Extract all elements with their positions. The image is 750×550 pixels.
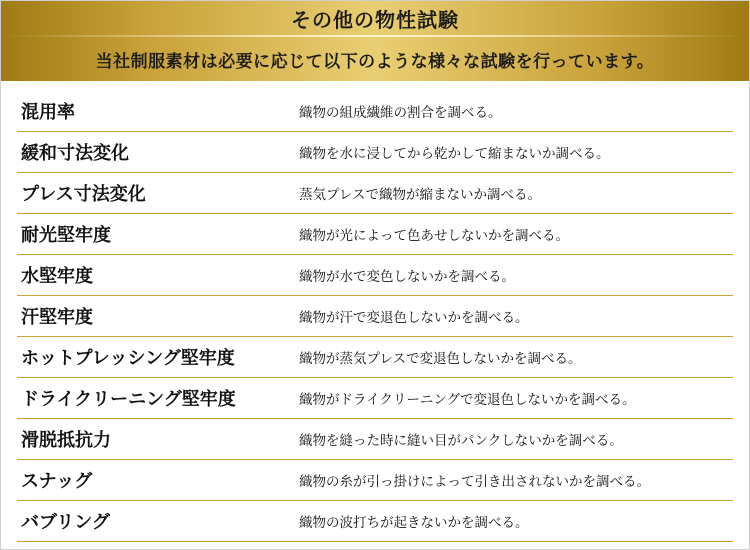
test-name: 水堅牢度 [21, 266, 93, 287]
test-name: スナッグ [21, 471, 93, 492]
page-subtitle: 当社制服素材は必要に応じて以下のような様々な試験を行っています。 [95, 51, 655, 72]
table-row [17, 214, 733, 255]
test-description: 織物の組成繊維の割合を調べる。 [299, 105, 502, 121]
table-row [17, 419, 733, 460]
test-name: 混用率 [21, 102, 75, 123]
test-description: 織物が蒸気プレスで変退色しないかを調べる。 [299, 351, 582, 367]
test-description: 織物を水に浸してから乾かして縮まないか調べる。 [299, 146, 610, 162]
test-name: 汗堅牢度 [21, 307, 93, 328]
test-name: ドライクリーニング堅牢度 [21, 389, 236, 410]
test-description: 蒸気プレスで織物が縮まないか調べる。 [299, 187, 542, 203]
table-row [17, 296, 733, 337]
table-row [17, 255, 733, 296]
table-row [17, 173, 733, 214]
test-table [17, 91, 733, 542]
test-name: 緩和寸法変化 [21, 143, 129, 164]
test-description: 織物が水で変色しないかを調べる。 [299, 269, 515, 285]
table-row [17, 132, 733, 173]
table-row [17, 91, 733, 132]
table-row [17, 337, 733, 378]
test-description: 織物がドライクリーニングで変退色しないかを調べる。 [299, 392, 636, 408]
table-row [17, 460, 733, 501]
test-name: 滑脱抵抗力 [21, 430, 111, 451]
test-name: バブリング [21, 512, 110, 533]
test-description: 織物の糸が引っ掛けによって引き出されないかを調べる。 [299, 474, 650, 490]
test-description: 織物を縫った時に縫い目がパンクしないかを調べる。 [299, 433, 623, 449]
test-name: 耐光堅牢度 [21, 225, 111, 246]
page-title: その他の物性試験 [291, 7, 459, 32]
test-name: ホットプレッシング堅牢度 [21, 348, 235, 369]
test-description: 織物が光によって色あせしないかを調べる。 [299, 228, 569, 244]
test-description: 織物の波打ちが起きないかを調べる。 [299, 515, 529, 531]
table-row [17, 378, 733, 419]
table-row [17, 501, 733, 542]
header-banner [1, 1, 749, 81]
test-description: 織物が汗で変退色しないかを調べる。 [299, 310, 529, 326]
test-name: プレス寸法変化 [21, 184, 146, 205]
